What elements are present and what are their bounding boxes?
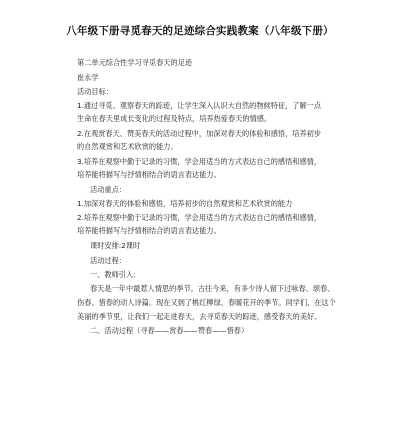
section-heading-goals: 活动目标： (77, 87, 113, 96)
section-heading-process: 活动过程： (90, 256, 126, 265)
paragraph-line: 3.培养在观察中勤于记录的习惯，学会用适当的方式表达自己的感悟和感情， (77, 157, 322, 166)
paragraph-line: 1.加深对春天的体验和感悟，培养初步的自然观赏和艺术欣赏的能力 (77, 199, 293, 208)
paragraph-line: 培养能将描写与抒情相结合的语言表达能力。 (77, 226, 221, 235)
subsection-heading-process: 二、活动过程（寻春——赏春——赞春——惜春） (90, 326, 249, 335)
document-title: 八年级下册寻觅春天的足迹综合实践教案（八年级下册） (66, 25, 334, 37)
unit-heading: 第二单元综合性学习寻觅春天的足迹 (77, 58, 193, 67)
paragraph-line: 伤春、惜春的动人诗篇。现在又到了桃红柳绿、春暖花开的季节。同学们，在这个 (77, 298, 336, 307)
paragraph-line: 的自然观赏和艺术欣赏的能力。 (77, 142, 178, 151)
paragraph-line: 生命在春天里成长变化的过程及特点，培养热爱春天的情感。 (77, 114, 272, 123)
paragraph-line: 1.通过寻觅、观察春天的踪迹，让学生深入认识大自然的物候特征，了解一点 (77, 101, 322, 110)
paragraph-line: 2.培养在观察中勤于记录的习惯，学会用适当的方式表达自己的感悟和感情， (77, 213, 322, 222)
schedule-line: 课时安排:2课时 (90, 241, 141, 250)
paragraph-line: 2.在观赏春天、赞美春天的活动过程中，加深对春天的体验和感悟，培养初步 (77, 129, 322, 138)
subsection-heading-intro: 一、教师引入： (90, 270, 141, 279)
paragraph-line: 春天是一年中最惹人情思的季节。古往今来，有多少诗人留下过咏春、颂春、 (90, 284, 335, 293)
paragraph-line: 培养能将描写与抒情相结合的语言表达能力。 (77, 170, 221, 179)
paragraph-line: 美丽的季节里，让我们一起走进春天，去寻觅春天的踪迹，感受春天的美好。 (77, 312, 322, 321)
author-name: 崔永学 (77, 73, 99, 82)
section-heading-focus: 活动重点： (90, 185, 126, 194)
